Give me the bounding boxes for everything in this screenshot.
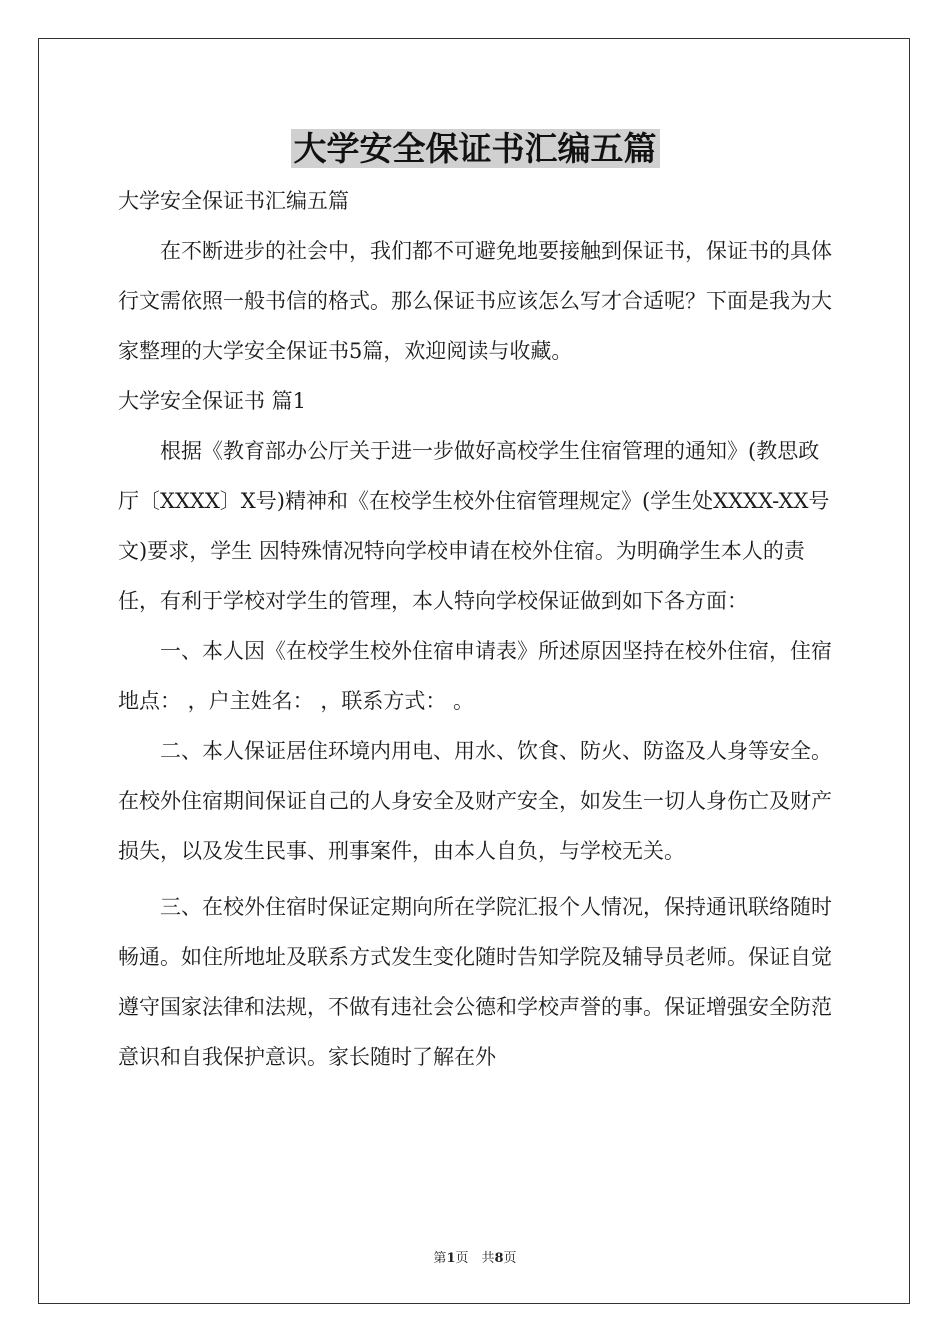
body-paragraph: 一、本人因《在校学生校外住宿申请表》所述原因坚持在校外住宿，住宿地点： ，户主姓名： ，联系方式： 。 xyxy=(118,639,832,713)
section-heading: 大学安全保证书 篇1 xyxy=(118,389,307,413)
body-paragraph: 根据《教育部办公厅关于进一步做好高校学生住宿管理的通知》(教思政厅〔XXXX〕X号)精神和《在校学生校外住宿管理规定》(学生处XXXX-XX号文)要求，学生 因特殊情况特向学校申请在校外住宿。为明确学生本人的责任，有利于学校对学生的管理，本人特向学校保证做到如下各方面： xyxy=(118,439,830,613)
page-prefix: 第 xyxy=(433,1251,447,1266)
document-title xyxy=(0,126,950,172)
body-paragraph: 二、本人保证居住环境内用电、用水、饮食、防火、防盗及人身等安全。在校外住宿期间保证自己的人身安全及财产安全，如发生一切人身伤亡及财产损失，以及发生民事、刑事案件，由本人自负，与学校无关。 xyxy=(118,739,832,863)
page-footer xyxy=(0,1247,950,1266)
body-paragraph: 三、在校外住宿时保证定期向所在学院汇报个人情况，保持通讯联络随时畅通。如住所地址及联系方式发生变化随时告知学院及辅导员老师。保证自觉遵守国家法律和法规，不做有违社会公德和学校声誉的事。保证增强安全防范意识和自我保护意识。家长随时了解在外 xyxy=(118,895,832,1069)
intro-paragraph: 在不断进步的社会中，我们都不可避免地要接触到保证书，保证书的具体行文需依照一般书信的格式。那么保证书应该怎么写才合适呢？下面是我为大家整理的大学安全保证书5篇，欢迎阅读与收藏。 xyxy=(118,239,832,363)
page-current: 1 xyxy=(446,1251,456,1266)
document-title-text: 大学安全保证书汇编五篇 xyxy=(291,129,660,168)
page-suffix: 页 xyxy=(503,1251,517,1266)
page-total: 8 xyxy=(494,1251,504,1266)
document-subtitle: 大学安全保证书汇编五篇 xyxy=(118,189,349,213)
document-body xyxy=(118,176,838,1082)
page-mid: 页 共 xyxy=(455,1251,495,1266)
